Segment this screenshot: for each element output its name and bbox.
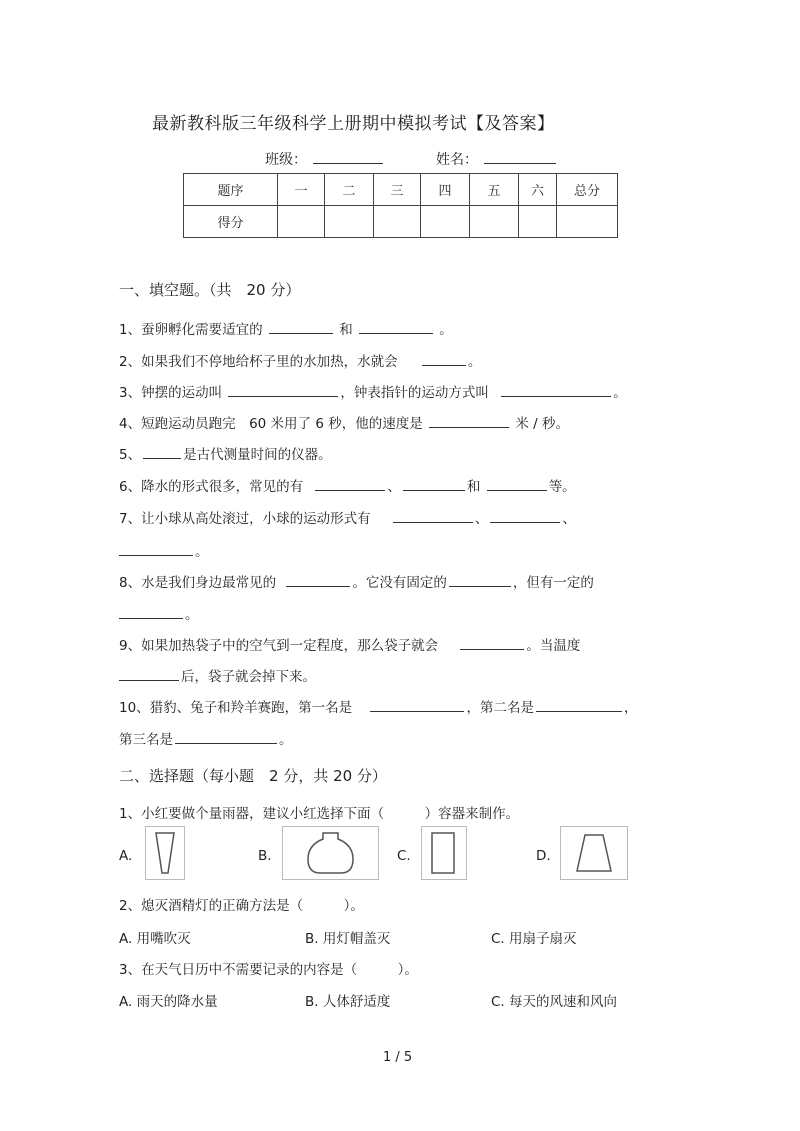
option-c[interactable]: C. 用扇子扇灭 (491, 931, 577, 947)
name-blank[interactable] (484, 149, 556, 164)
score-table-score-row (184, 206, 618, 238)
question-text: 8、水是我们身边最常见的 (119, 575, 277, 591)
class-blank[interactable] (313, 149, 383, 164)
score-cell[interactable] (278, 206, 325, 238)
rectangular-container-image[interactable] (421, 826, 467, 880)
fill-question-4 (119, 412, 569, 432)
question-text: 。 (195, 544, 209, 560)
answer-blank[interactable] (119, 667, 179, 681)
answer-blank[interactable] (403, 477, 465, 491)
name-label: 姓名： (436, 152, 478, 168)
option-a[interactable]: A. 雨天的降水量 (119, 994, 218, 1010)
fill-question-7 (119, 507, 576, 527)
choice-question-3: 3、在天气日历中不需要记录的内容是（ ）。 (119, 962, 418, 978)
answer-blank[interactable] (449, 573, 511, 587)
question-text: 和 (466, 479, 481, 495)
trapezoid-container-image[interactable] (560, 826, 628, 880)
question-text: 、 (562, 511, 576, 527)
fill-question-9-cont (119, 665, 316, 685)
fill-question-9 (119, 634, 580, 654)
option-b-label[interactable]: B. (258, 848, 272, 864)
question-text: 4、短跑运动员跑完 60 米用了 6 秒，他的速度是 (119, 416, 423, 432)
answer-blank[interactable] (429, 414, 509, 428)
answer-blank[interactable] (490, 509, 560, 523)
answer-blank[interactable] (370, 698, 464, 712)
option-c[interactable]: C. 每天的风速和风向 (491, 994, 618, 1010)
answer-blank[interactable] (536, 698, 622, 712)
exam-title: 最新教科版三年级科学上册期中模拟考试【及答案】 (152, 114, 555, 134)
fill-question-6 (119, 475, 576, 495)
narrow-tube-container-image[interactable] (145, 826, 185, 880)
table-header-cell: 一 (278, 174, 325, 206)
score-table (183, 173, 618, 238)
table-header-cell: 四 (421, 174, 470, 206)
table-header-cell: 总分 (557, 174, 618, 206)
question-text: ，但有一定的 (512, 575, 594, 591)
answer-blank[interactable] (286, 573, 350, 587)
question-text: ，钟表指针的运动方式叫 (340, 385, 489, 401)
option-c-label[interactable]: C. (397, 848, 411, 864)
answer-blank[interactable] (119, 542, 193, 556)
fill-question-5 (119, 443, 332, 463)
answer-blank[interactable] (359, 320, 433, 334)
question-text: 。 (279, 732, 293, 748)
answer-blank[interactable] (119, 605, 183, 619)
fill-question-7-cont (119, 540, 209, 560)
answer-blank[interactable] (422, 352, 466, 366)
choice-question-1: 1、小红要做个量雨器，建议小红选择下面（ ）容器来制作。 (119, 806, 520, 822)
score-cell[interactable] (374, 206, 421, 238)
question-text: 9、如果加热袋子中的空气到一定程度，那么袋子就会 (119, 638, 439, 654)
fill-question-8-cont (119, 603, 199, 623)
answer-blank[interactable] (487, 477, 547, 491)
question-text: 。当温度 (526, 638, 581, 654)
question-text: 后，袋子就会掉下来。 (181, 669, 316, 685)
question-text: 2、如果我们不停地给杯子里的水加热，水就会 (119, 354, 398, 370)
answer-blank[interactable] (143, 445, 181, 459)
question-text: ， (623, 700, 638, 716)
answer-blank[interactable] (501, 383, 611, 397)
option-a-label[interactable]: A. (119, 848, 133, 864)
option-a[interactable]: A. 用嘴吹灭 (119, 931, 191, 947)
question-text: 、 (387, 479, 401, 495)
question-text: 、 (474, 511, 489, 527)
question-text: 。 (467, 354, 482, 370)
table-header-cell: 三 (374, 174, 421, 206)
option-d-label[interactable]: D. (536, 848, 551, 864)
table-header-cell: 二 (325, 174, 374, 206)
vase-container-image[interactable] (282, 826, 379, 880)
table-header-cell: 五 (470, 174, 519, 206)
answer-blank[interactable] (175, 730, 277, 744)
answer-blank[interactable] (315, 477, 385, 491)
score-cell[interactable] (421, 206, 470, 238)
question-text: 第三名是 (119, 732, 173, 748)
question-text: 6、降水的形式很多，常见的有 (119, 479, 304, 495)
score-cell[interactable] (325, 206, 374, 238)
fill-question-8 (119, 571, 594, 591)
question-text: 1、蚕卵孵化需要适宜的 (119, 322, 263, 338)
score-cell[interactable] (470, 206, 519, 238)
class-label: 班级： (265, 152, 307, 168)
question-text: 等。 (548, 479, 576, 495)
question-text: 5、 (119, 447, 142, 463)
question-text: 3、钟摆的运动叫 (119, 385, 223, 401)
question-text: 是古代测量时间的仪器。 (183, 447, 332, 463)
question-text: ，第二名是 (466, 700, 534, 716)
question-text: 7、让小球从高处滚过，小球的运动形式有 (119, 511, 371, 527)
section1-heading: 一、填空题。（共 20 分） (119, 281, 301, 299)
answer-blank[interactable] (269, 320, 333, 334)
table-header-cell: 题序 (184, 174, 278, 206)
option-b[interactable]: B. 人体舒适度 (305, 994, 391, 1010)
fill-question-10-cont (119, 728, 293, 748)
question-text: 10、猎豹、兔子和羚羊赛跑，第一名是 (119, 700, 353, 716)
answer-blank[interactable] (460, 636, 524, 650)
fill-question-10 (119, 696, 637, 716)
question-text: 。 (185, 607, 199, 623)
score-cell[interactable] (519, 206, 557, 238)
fill-question-1 (119, 318, 453, 338)
table-header-cell: 六 (519, 174, 557, 206)
score-table-header-row (184, 174, 618, 206)
question-text: 米 / 秒。 (515, 416, 569, 432)
section2-heading: 二、选择题（每小题 2 分，共 20 分） (119, 767, 387, 785)
score-cell[interactable] (557, 206, 618, 238)
choice-question-2: 2、熄灭酒精灯的正确方法是（ ）。 (119, 898, 364, 914)
answer-blank[interactable] (393, 509, 473, 523)
name-field (436, 149, 556, 169)
option-b[interactable]: B. 用灯帽盖灭 (305, 931, 391, 947)
fill-question-2 (119, 350, 481, 370)
question-text: 。它没有固定的 (352, 575, 447, 591)
question-text: 。 (613, 385, 627, 401)
class-field (265, 149, 383, 169)
answer-blank[interactable] (228, 383, 338, 397)
page-number: 1 / 5 (383, 1050, 413, 1065)
score-row-label: 得分 (184, 206, 278, 238)
question-text: 和 (339, 322, 353, 338)
fill-question-3 (119, 381, 627, 401)
question-text: 。 (439, 322, 453, 338)
